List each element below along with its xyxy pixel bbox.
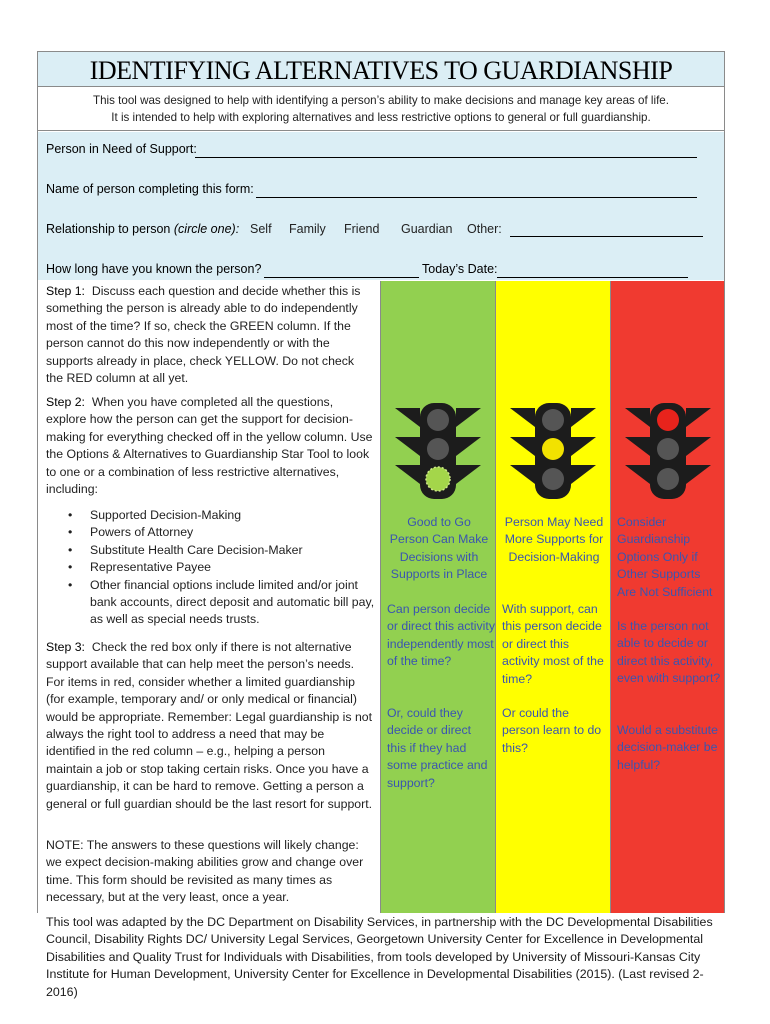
alternatives-list [46, 507, 376, 629]
relationship-option-family[interactable]: Family [289, 222, 326, 236]
green-heading: Good to Go Person Can Make Decisions with Supports in Place [389, 515, 489, 582]
red-question-1: Is the person not able to decide or direct this activity, even with support? [617, 619, 721, 686]
yellow-heading: Person May Need More Supports for Decision-Making [504, 515, 604, 564]
list-item: • Other financial options include limited and/or joint bank accounts, direct deposit and automatic bill pay, as well as special needs trusts. [46, 577, 376, 629]
yellow-column[interactable] [495, 281, 610, 913]
relationship-option-guardian[interactable]: Guardian [401, 222, 453, 236]
intro-line-1: This tool was designed to help with identifying a person’s ability to make decisions and manage key areas of life. [93, 94, 669, 107]
step-3-text: Check the red box only if there is not alternative support available that can help meet the person’s needs. For items in red, consider whether a limited guardianship (for example, temporary and/ or only medical or financial) would be appropriate. Remember: Legal guardianship is not always the right tool to address a need that may be identified in the red column – e.g., helping a person maintain a job or stop taking certain risks. Once you have a guardianship, it can be hard to remove. Getting a person a general or full guardian should be the last resort for support. [46, 640, 373, 811]
step-2 [46, 394, 374, 498]
red-column[interactable] [610, 281, 724, 913]
relationship-option-other[interactable]: Other: [467, 222, 502, 236]
step-2-label: Step 2: [46, 395, 85, 409]
red-question-2: Would a substitute decision-maker be helpful? [617, 723, 718, 772]
list-item: • Supported Decision-Making [46, 507, 376, 524]
yellow-question-2: Or could the person learn to do this? [502, 706, 602, 755]
green-question-2: Or, could they decide or direct this if they had some practice and support? [387, 706, 488, 790]
completer-field[interactable] [256, 197, 697, 198]
green-column[interactable] [380, 281, 495, 913]
page-title: IDENTIFYING ALTERNATIVES TO GUARDIANSHIP [89, 56, 673, 85]
relationship-hint: (circle one): [173, 222, 240, 236]
known-label: How long have you known the person? [46, 262, 262, 276]
list-item: • Powers of Attorney [46, 524, 376, 541]
step-2-text: When you have completed all the questions, explore how the person can get the support for decision-making for everything checked off in the yellow column. Use the Options & Alternatives to Guardianship Star Tool to look to one or a combination of less restrictive alternatives, including: [46, 395, 373, 497]
step-3-label: Step 3: [46, 640, 85, 654]
step-3 [46, 639, 374, 813]
person-label: Person in Need of Support: [46, 142, 197, 156]
step-1-label: Step 1: [46, 284, 85, 298]
person-field[interactable] [195, 157, 697, 158]
date-label: Today’s Date: [422, 262, 498, 276]
instructions-column [38, 281, 380, 913]
traffic-light-yellow-icon [507, 403, 599, 499]
relationship-label-row [46, 222, 239, 236]
known-field[interactable] [264, 277, 419, 278]
step-1 [46, 283, 374, 387]
intro-box [38, 87, 724, 131]
other-relationship-field[interactable] [510, 236, 703, 237]
step-1-text: Discuss each question and decide whether this is something the person is already able to do independently most of the time? If so, check the GREEN column. If the person cannot do this now independently or with the supports already in place, check YELLOW. Do not check the RED column at all yet. [46, 284, 361, 386]
traffic-light-red-icon [622, 403, 714, 499]
date-field[interactable] [497, 277, 688, 278]
traffic-light-green-icon [392, 403, 484, 499]
yellow-question-1: With support, can this person decide or direct this activity most of the time? [502, 602, 604, 686]
note: NOTE: The answers to these questions will likely change: we expect decision-making abilities grow and change over time. This form should be revisited as many times as necessary, but at the very least, once a year. [46, 838, 364, 905]
red-heading: Consider Guardianship Options Only if Other Supports Are Not Sufficient [617, 515, 713, 599]
footer-credits: This tool was adapted by the DC Department on Disability Services, in partnership with the DC Developmental Disabilities Council, Disability Rights DC/ University Legal Services, Georgetown University Center for Excellence in Developmental Disabilities and Quality Trust for Individuals with Disabilities, from tools developed by University of Missouri-Kansas City Institute for Human Development, University Center for Excellence in Developmental Disabilities (2015). (Last revised 2-2016) [46, 915, 713, 999]
title-bar [38, 52, 724, 87]
relationship-label: Relationship to person [46, 222, 171, 236]
relationship-option-self[interactable]: Self [250, 222, 272, 236]
form-fields [38, 132, 724, 280]
list-item: • Substitute Health Care Decision-Maker [46, 542, 376, 559]
intro-line-2: It is intended to help with exploring alternatives and less restrictive options to general or full guardianship. [111, 111, 651, 124]
green-question-1: Can person decide or direct this activity independently most of the time? [387, 602, 495, 669]
completer-label: Name of person completing this form: [46, 182, 254, 196]
list-item: • Representative Payee [46, 559, 376, 576]
relationship-option-friend[interactable]: Friend [344, 222, 380, 236]
